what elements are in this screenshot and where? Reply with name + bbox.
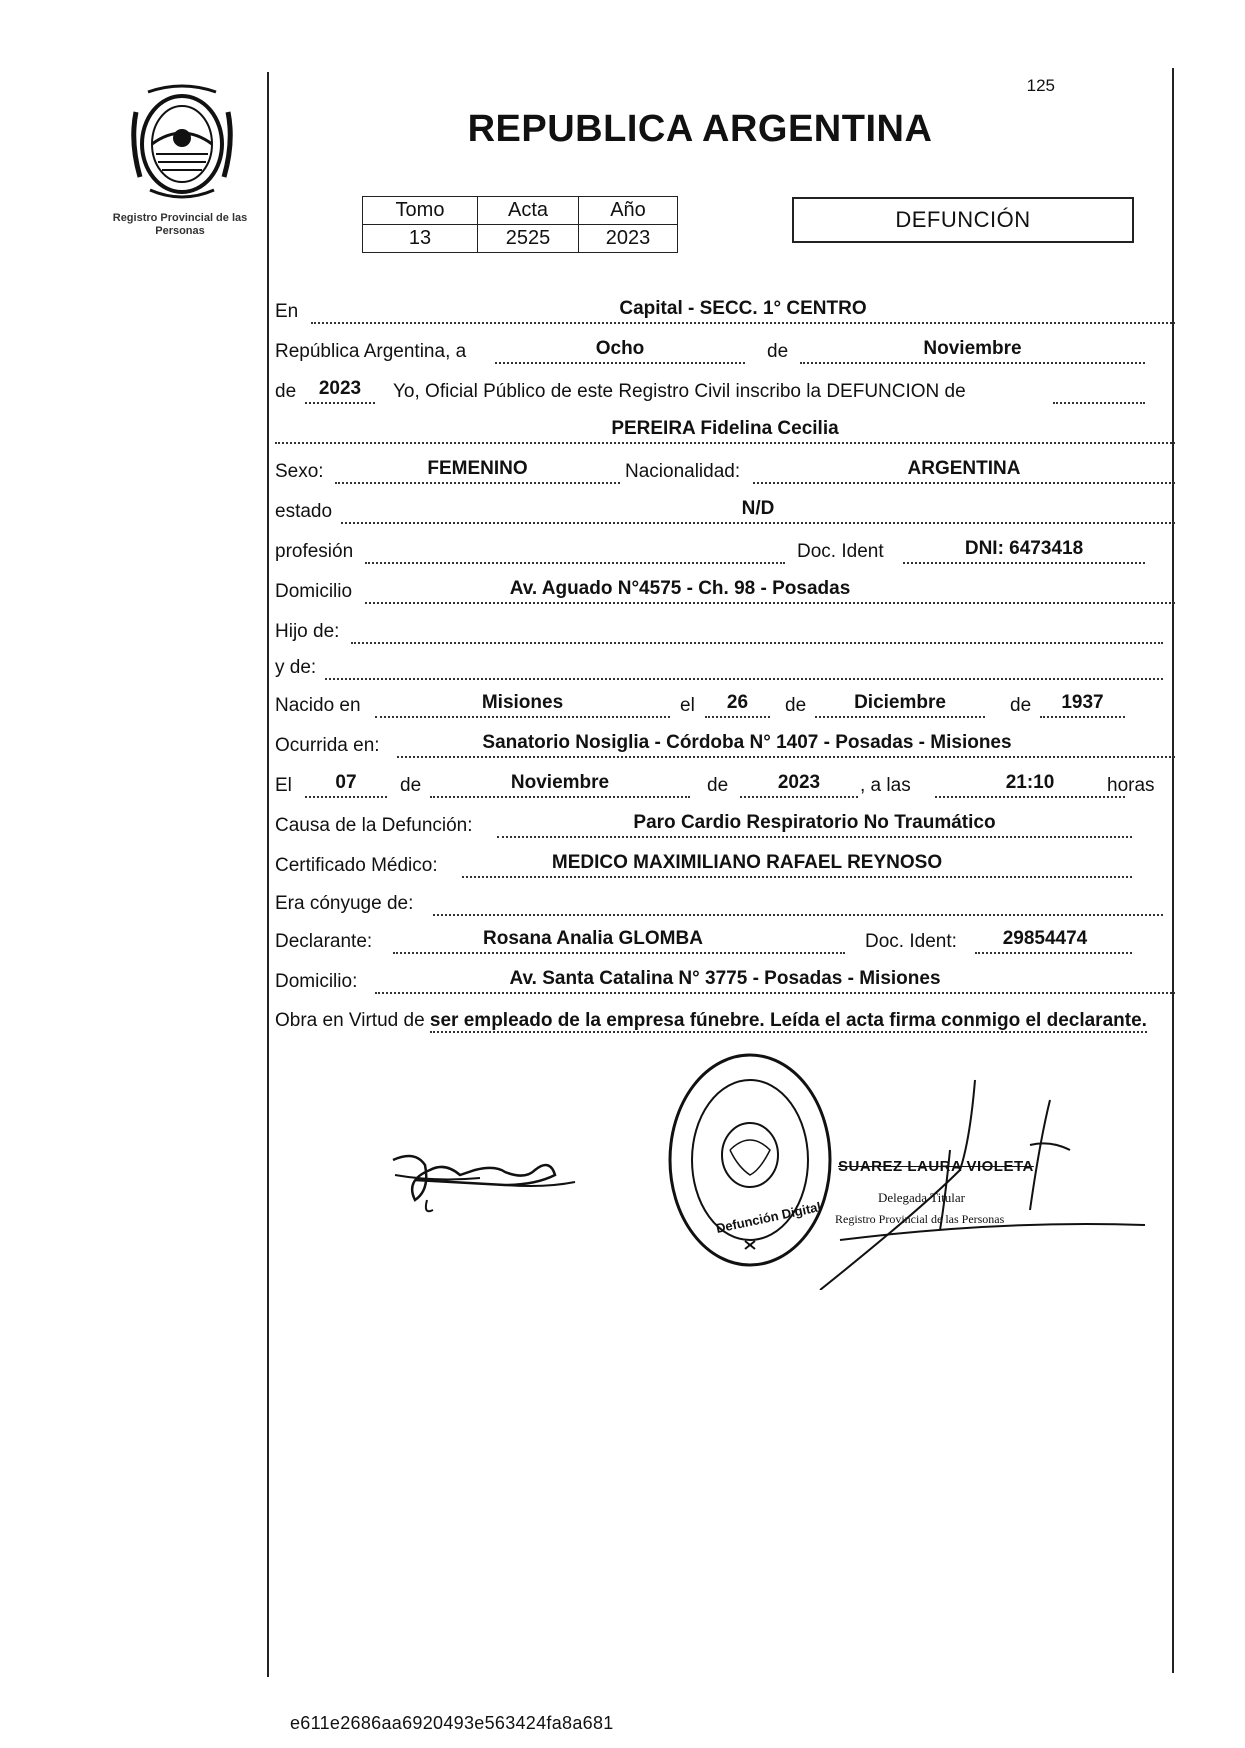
label-nacionalidad: Nacionalidad: [625,461,741,482]
value-fallec-dia: 07 [335,772,357,793]
left-margin-line [267,72,269,1677]
label-obra: Obra en Virtud de [275,1010,425,1031]
declarante-signature [385,1130,585,1220]
dotted-line [740,796,858,798]
dotted-line [375,716,670,718]
row-certificado [275,848,1175,880]
row-profesion [275,534,1175,566]
dotted-line [365,562,785,564]
row-declarante-domicilio [275,964,1175,996]
dotted-line [351,642,1163,644]
acta-header: Acta [478,197,579,225]
dotted-line [495,362,745,364]
official-registry: Registro Provincial de las Personas [835,1212,1005,1226]
row-nombre [275,414,1175,446]
dotted-line [935,796,1125,798]
value-declarante-domicilio: Av. Santa Catalina N° 3775 - Posadas - Misiones [509,968,941,989]
dotted-line [365,602,1175,604]
dotted-line [1040,716,1125,718]
row-lugar [275,294,1175,326]
row-causa [275,808,1175,840]
page-number: 125 [1026,76,1055,95]
label-declarante: Declarante: [275,931,373,952]
row-declarante [275,924,1175,956]
dotted-line [800,362,1145,364]
dotted-line [341,522,1175,524]
anio-value: 2023 [579,225,678,253]
row-estado [275,494,1175,526]
value-fallec-hora: 21:10 [1005,772,1055,793]
value-doc-ident: DNI: 6473418 [964,538,1084,559]
dotted-line [753,482,1175,484]
value-nacionalidad: ARGENTINA [907,458,1021,479]
tomo-value: 13 [363,225,478,253]
value-ocurrida-en: Sanatorio Nosiglia - Córdoba N° 1407 - Posadas - Misiones [482,732,1012,753]
label-de: de [1010,695,1032,716]
row-fallecimiento [275,768,1175,800]
value-nacido-anio: 1937 [1061,692,1104,713]
value-nacido-dia: 26 [726,692,749,713]
dotted-line [462,876,1132,878]
row-ocurrida-en [275,728,1175,760]
label-estado: estado [275,501,333,522]
label-sexo: Sexo: [275,461,324,482]
label-doc-ident: Doc. Ident [797,541,884,562]
label-a-las: , a las [860,775,911,796]
dotted-line [430,796,690,798]
label-conyuge: Era cónyuge de: [275,893,414,914]
value-nacido-lugar: Misiones [481,692,564,713]
value-obra: ser empleado de la empresa fúnebre. Leída el acta firma conmigo el declarante. [429,1010,1147,1031]
label-yo-texto: Yo, Oficial Público de este Registro Civil inscribo la DEFUNCION de [393,381,966,402]
tomo-header: Tomo [363,197,478,225]
label-certificado: Certificado Médico: [275,855,438,876]
dotted-line [497,836,1132,838]
value-lugar: Capital - SECC. 1° CENTRO [619,298,867,319]
dotted-line [903,562,1145,564]
row-domicilio [275,574,1175,606]
value-estado: N/D [741,498,775,519]
anio-header: Año [579,197,678,225]
dotted-line [311,322,1175,324]
dotted-line [705,716,770,718]
dotted-line [393,952,845,954]
label-de: de [767,341,789,362]
label-ocurrida-en: Ocurrida en: [275,735,380,756]
misiones-coat-of-arms-logo [128,82,236,200]
label-domicilio: Domicilio [275,581,353,602]
dotted-line [1053,402,1145,404]
acta-value: 2525 [478,225,579,253]
row-sexo [275,454,1175,486]
value-anio: 2023 [318,378,362,399]
label-de: de [707,775,729,796]
value-fallec-anio: 2023 [777,772,821,793]
stamp-inner-text: Defunción Digital [714,1199,823,1236]
label-horas: horas [1107,775,1155,796]
value-declarante-doc: 29854474 [1002,928,1088,949]
dotted-line [815,716,985,718]
dotted-line [975,952,1132,954]
label-de: de [275,381,297,402]
dotted-line [325,678,1163,680]
label-doc-ident: Doc. Ident: [865,931,957,952]
value-dia: Ocho [595,338,645,359]
document-hash: e611e2686aa6920493e563424fa8a681 [290,1713,614,1733]
label-de: de [785,695,807,716]
label-hijo-de: Hijo de: [275,621,340,642]
label-el: el [680,695,695,716]
row-hijo-de [275,614,1175,646]
value-nacido-mes: Diciembre [854,692,946,713]
row-nacimiento [275,688,1175,720]
label-profesion: profesión [275,541,354,562]
label-y-de: y de: [275,657,317,678]
value-nombre: PEREIRA Fidelina Cecilia [611,418,839,439]
official-name: SUAREZ LAURA VIOLETA [838,1158,1034,1175]
document-title: REPUBLICA ARGENTINA [467,108,933,150]
label-domicilio: Domicilio: [275,971,358,992]
value-certificado: MEDICO MAXIMILIANO RAFAEL REYNOSO [551,852,943,873]
dotted-line [305,402,375,404]
value-domicilio: Av. Aguado N°4575 - Ch. 98 - Posadas [509,578,851,599]
row-fecha [275,334,1175,366]
label-de: de [400,775,422,796]
value-fallec-mes: Noviembre [510,772,610,793]
value-mes: Noviembre [923,338,1022,359]
dotted-line [275,442,1175,444]
label-causa: Causa de la Defunción: [275,815,473,836]
dotted-line [305,796,387,798]
dotted-line [375,992,1175,994]
row-inscripcion [275,374,1175,406]
registry-label: Registro Provincial de las Personas [112,212,248,237]
document-type-box: DEFUNCIÓN [792,197,1134,243]
obra-paragraph [275,1005,1175,1036]
value-sexo: FEMENINO [427,458,528,479]
official-signature [800,1060,1150,1290]
row-conyuge [275,886,1175,918]
record-table [362,196,678,253]
label-en: En [275,301,299,322]
row-y-de [275,650,1175,682]
dotted-line [335,482,620,484]
dotted-line [433,914,1163,916]
label-el: El [275,775,292,796]
dotted-line [397,756,1175,758]
value-declarante: Rosana Analia GLOMBA [483,928,703,949]
official-role: Delegada Titular [878,1190,966,1205]
value-causa: Paro Cardio Respiratorio No Traumático [633,812,996,833]
label-nacido-en: Nacido en [275,695,361,716]
label-republica: República Argentina, a [275,341,467,362]
